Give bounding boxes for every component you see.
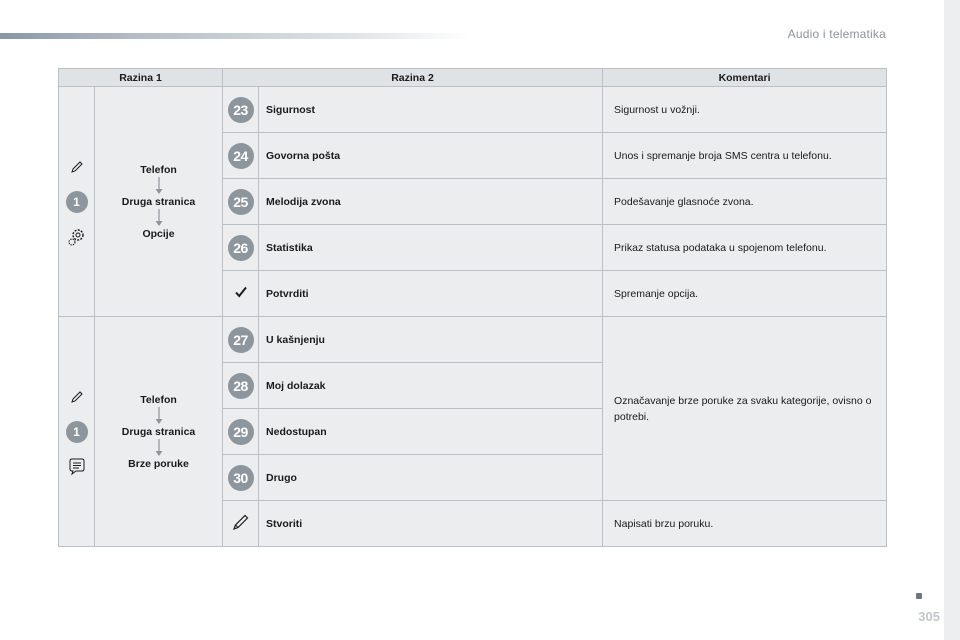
row-comment: Spremanje opcija. <box>603 271 887 317</box>
row-label: U kašnjenju <box>259 317 603 363</box>
path-step: Opcije <box>142 227 175 240</box>
pencil-icon <box>67 387 87 407</box>
page-number: 305 <box>918 609 940 624</box>
row-number-cell <box>223 225 259 271</box>
row-comment: Unos i spremanje broja SMS centra u telefonu. <box>603 133 887 179</box>
path-step: Druga stranica <box>121 195 196 208</box>
path-step: Druga stranica <box>121 425 196 438</box>
row-number-cell <box>223 87 259 133</box>
header-level2: Razina 2 <box>223 69 603 87</box>
number-badge: 23 <box>228 97 254 123</box>
header-accent-bar <box>0 33 470 39</box>
path-step: Telefon <box>140 163 177 176</box>
number-badge: 26 <box>228 235 254 261</box>
row-number-cell <box>223 133 259 179</box>
section-title: Audio i telematika <box>787 27 886 41</box>
row-number-cell <box>223 179 259 225</box>
menu-table <box>58 68 887 547</box>
row-icon-cell <box>223 271 259 317</box>
level1-icons-options <box>59 87 95 317</box>
row-comment: Napisati brzu poruku. <box>603 501 887 547</box>
table-header-row <box>59 69 887 87</box>
row-label: Nedostupan <box>259 409 603 455</box>
pencil-icon <box>67 157 87 177</box>
row-comment: Podešavanje glasnoće zvona. <box>603 179 887 225</box>
message-icon <box>67 457 87 477</box>
path-step: Brze poruke <box>128 457 189 470</box>
row-label: Stvoriti <box>259 501 603 547</box>
level-badge: 1 <box>66 191 88 213</box>
number-badge: 27 <box>228 327 254 353</box>
row-number-cell <box>223 409 259 455</box>
pencil-icon <box>232 522 250 534</box>
path-step: Telefon <box>140 393 177 406</box>
row-label: Govorna pošta <box>259 133 603 179</box>
row-number-cell <box>223 363 259 409</box>
checkmark-icon <box>235 289 247 301</box>
header-level1: Razina 1 <box>59 69 223 87</box>
arrow-down-icon <box>154 209 164 227</box>
table-row <box>59 87 887 133</box>
level-badge: 1 <box>66 421 88 443</box>
row-label: Sigurnost <box>259 87 603 133</box>
row-number-cell <box>223 455 259 501</box>
row-comment: Sigurnost u vožnji. <box>603 87 887 133</box>
gear-icon <box>67 227 87 247</box>
arrow-down-icon <box>154 439 164 457</box>
number-badge: 28 <box>228 373 254 399</box>
arrow-down-icon <box>154 407 164 425</box>
page-marker <box>916 593 922 599</box>
page-edge-strip <box>944 0 960 640</box>
number-badge: 24 <box>228 143 254 169</box>
row-comment: Prikaz statusa podataka u spojenom telefonu. <box>603 225 887 271</box>
merged-comment: Označavanje brze poruke za svaku kategorije, ovisno o potrebi. <box>603 317 887 501</box>
row-label: Melodija zvona <box>259 179 603 225</box>
level1-path-options <box>95 87 223 317</box>
level1-icons-quick-messages <box>59 317 95 547</box>
row-label: Moj dolazak <box>259 363 603 409</box>
number-badge: 29 <box>228 419 254 445</box>
number-badge: 25 <box>228 189 254 215</box>
row-label: Potvrditi <box>259 271 603 317</box>
table-row <box>59 317 887 363</box>
number-badge: 30 <box>228 465 254 491</box>
row-label: Drugo <box>259 455 603 501</box>
row-label: Statistika <box>259 225 603 271</box>
row-number-cell <box>223 317 259 363</box>
row-icon-cell <box>223 501 259 547</box>
level1-path-quick-messages <box>95 317 223 547</box>
arrow-down-icon <box>154 177 164 195</box>
header-comments: Komentari <box>603 69 887 87</box>
